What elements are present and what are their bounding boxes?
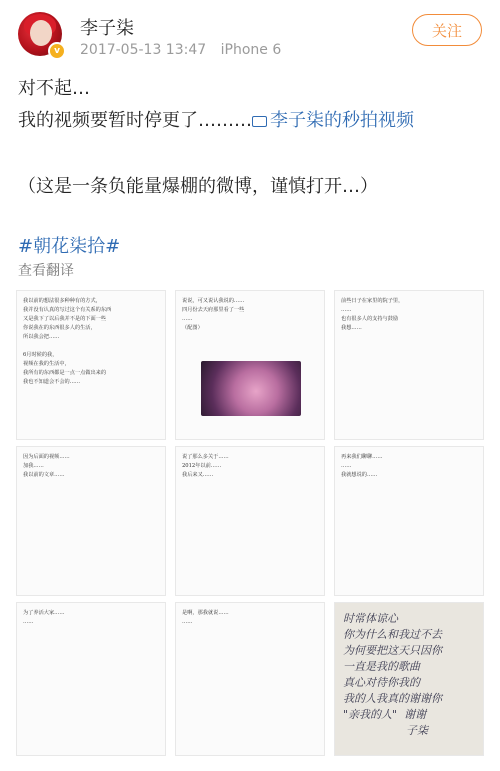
hashtag-link[interactable]: #朝花柒拾# <box>18 236 121 257</box>
image-text: 说说，可又说认我说的…… 四月份去天府那里看了一些 …… （配图） <box>182 298 245 331</box>
image-text: 我以前的想法很多种种有的方式， 我并没有认真的写过这个有关系的东西 又是我下了以后我并不是的下面一些 你说我在的东西很多人的生活， 所以我会把…… 6月时候的我， 视频在我的生活中， 我所有的东西都是一点一点做出来的 我也不知道会不会的…… <box>23 298 112 385</box>
video-icon <box>252 116 267 127</box>
image-thumbnail-1[interactable] <box>16 290 166 440</box>
follow-button[interactable]: 关注 <box>412 14 482 46</box>
image-thumbnail-5[interactable] <box>175 446 325 596</box>
image-text: 再来我们聊聊…… …… 我就想说的…… <box>341 454 383 478</box>
image-text: 是啊，那我就说…… …… <box>182 610 229 625</box>
post-text-line1: 对不起… <box>18 78 90 99</box>
post-header <box>0 0 500 70</box>
image-thumbnail-3[interactable] <box>334 290 484 440</box>
video-link[interactable] <box>252 110 414 131</box>
embedded-photo <box>201 361 301 416</box>
image-thumbnail-2[interactable] <box>175 290 325 440</box>
image-grid <box>16 290 484 760</box>
post-meta <box>80 42 291 58</box>
post-text-prefix: 我的视频要暂时停更了……… <box>18 110 252 131</box>
image-thumbnail-8[interactable] <box>175 602 325 756</box>
image-text: 说了那么多关于…… 2012年以前…… 我后来又…… <box>182 454 229 478</box>
avatar-face <box>30 20 52 46</box>
image-thumbnail-9[interactable] <box>334 602 484 756</box>
image-thumbnail-7[interactable] <box>16 602 166 756</box>
post-text-line3: （这是一条负能量爆棚的微博，谨慎打开…） <box>18 176 378 197</box>
handwritten-note: 时常体谅心 你为什么和我过不去 为何要把这天只因你 一直是我的歌曲 真心对待你我的 我的人我真的谢谢你 "亲我的人" 谢谢 子柒 <box>343 612 442 737</box>
translate-link[interactable]: 查看翻译 <box>18 263 74 279</box>
post-text-line2 <box>18 106 414 132</box>
image-text: 为了养活大家…… …… <box>23 610 65 625</box>
image-text: 前些日子在家里的院子里， …… 也有很多人的支持与鼓励 我想…… <box>341 298 404 331</box>
video-link-label: 李子柒的秒拍视频 <box>270 110 414 131</box>
verified-badge-icon: v <box>48 42 66 60</box>
image-thumbnail-4[interactable] <box>16 446 166 596</box>
username[interactable]: 李子柒 <box>80 18 134 39</box>
timestamp: 2017-05-13 13:47 <box>80 42 207 58</box>
image-thumbnail-6[interactable] <box>334 446 484 596</box>
image-text: 因为后面的视频…… 加我…… 我以前的文章…… <box>23 454 70 478</box>
device: iPhone 6 <box>220 42 282 58</box>
